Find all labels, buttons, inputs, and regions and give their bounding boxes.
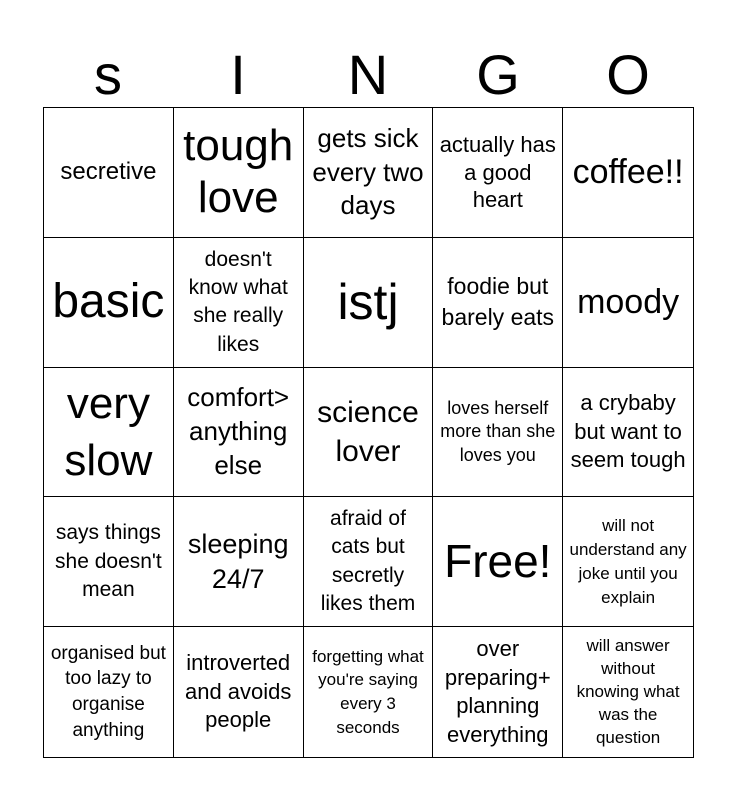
bingo-cell[interactable]	[433, 108, 563, 238]
bingo-cell[interactable]	[304, 497, 434, 627]
bingo-cell-label: afraid of cats but secretly likes them	[320, 507, 416, 616]
bingo-cell[interactable]	[433, 238, 563, 368]
bingo-cell-label: moody	[577, 282, 680, 321]
bingo-cell[interactable]	[304, 368, 434, 498]
bingo-cell[interactable]	[304, 627, 434, 757]
bingo-cell-label: introverted and avoids people	[184, 650, 292, 733]
bingo-header	[43, 44, 693, 106]
bingo-cell[interactable]	[174, 108, 304, 238]
bingo-cell[interactable]	[174, 497, 304, 627]
bingo-cell[interactable]	[44, 368, 174, 498]
bingo-cell-label: gets sick every two days	[312, 122, 424, 221]
bingo-cell-label: tough love	[183, 120, 294, 223]
bingo-cell-label: secretive	[60, 158, 157, 185]
header-letter-2: I	[230, 43, 246, 106]
bingo-cell[interactable]	[563, 238, 693, 368]
bingo-cell[interactable]	[44, 627, 174, 757]
bingo-cell[interactable]	[174, 627, 304, 757]
bingo-cell-label: basic	[52, 275, 165, 329]
bingo-cell-label: sleeping 24/7	[187, 528, 289, 594]
header-letter-3: N	[347, 43, 389, 106]
bingo-cell-label: will not understand any joke until you explain	[569, 516, 687, 607]
bingo-cell-label: forgetting what you're saying every 3 seconds	[312, 646, 424, 737]
bingo-cell-label: doesn't know what she really likes	[188, 247, 288, 356]
bingo-cell-label: very slow	[64, 378, 153, 485]
bingo-cell-label: comfort> anything else	[187, 382, 290, 480]
bingo-cell[interactable]	[433, 497, 563, 627]
bingo-cell[interactable]	[563, 108, 693, 238]
bingo-cell[interactable]	[304, 238, 434, 368]
bingo-cell[interactable]	[44, 497, 174, 627]
bingo-cell-label: says things she doesn't mean	[55, 521, 162, 601]
bingo-cell-label: over preparing+ planning everything	[444, 635, 551, 747]
bingo-cell[interactable]	[563, 368, 693, 498]
header-letter-1: s	[94, 43, 122, 106]
bingo-cell-label: istj	[337, 274, 399, 331]
bingo-cell[interactable]	[174, 238, 304, 368]
bingo-cell-label: foodie but barely eats	[441, 273, 555, 331]
bingo-cell-label: coffee!!	[572, 153, 684, 191]
bingo-cell[interactable]	[44, 238, 174, 368]
bingo-cell-label: Free!	[444, 535, 552, 588]
bingo-cell-label: actually has a good heart	[439, 132, 556, 213]
bingo-cell-label: will answer without knowing what was the question	[576, 635, 680, 747]
bingo-cell[interactable]	[174, 368, 304, 498]
bingo-cell-label: organised but too lazy to organise anything	[50, 642, 166, 741]
header-letter-4: G	[476, 43, 520, 106]
header-letter-5: O	[606, 43, 650, 106]
bingo-board	[43, 107, 694, 758]
bingo-cell[interactable]	[433, 627, 563, 757]
bingo-cell[interactable]	[304, 108, 434, 238]
bingo-cell-label: loves herself more than she loves you	[440, 397, 556, 465]
bingo-cell-label: a crybaby but want to seem tough	[570, 390, 686, 473]
bingo-cell[interactable]	[563, 497, 693, 627]
bingo-cell[interactable]	[563, 627, 693, 757]
bingo-cell-label: science lover	[317, 395, 419, 468]
bingo-cell[interactable]	[44, 108, 174, 238]
bingo-cell[interactable]	[433, 368, 563, 498]
